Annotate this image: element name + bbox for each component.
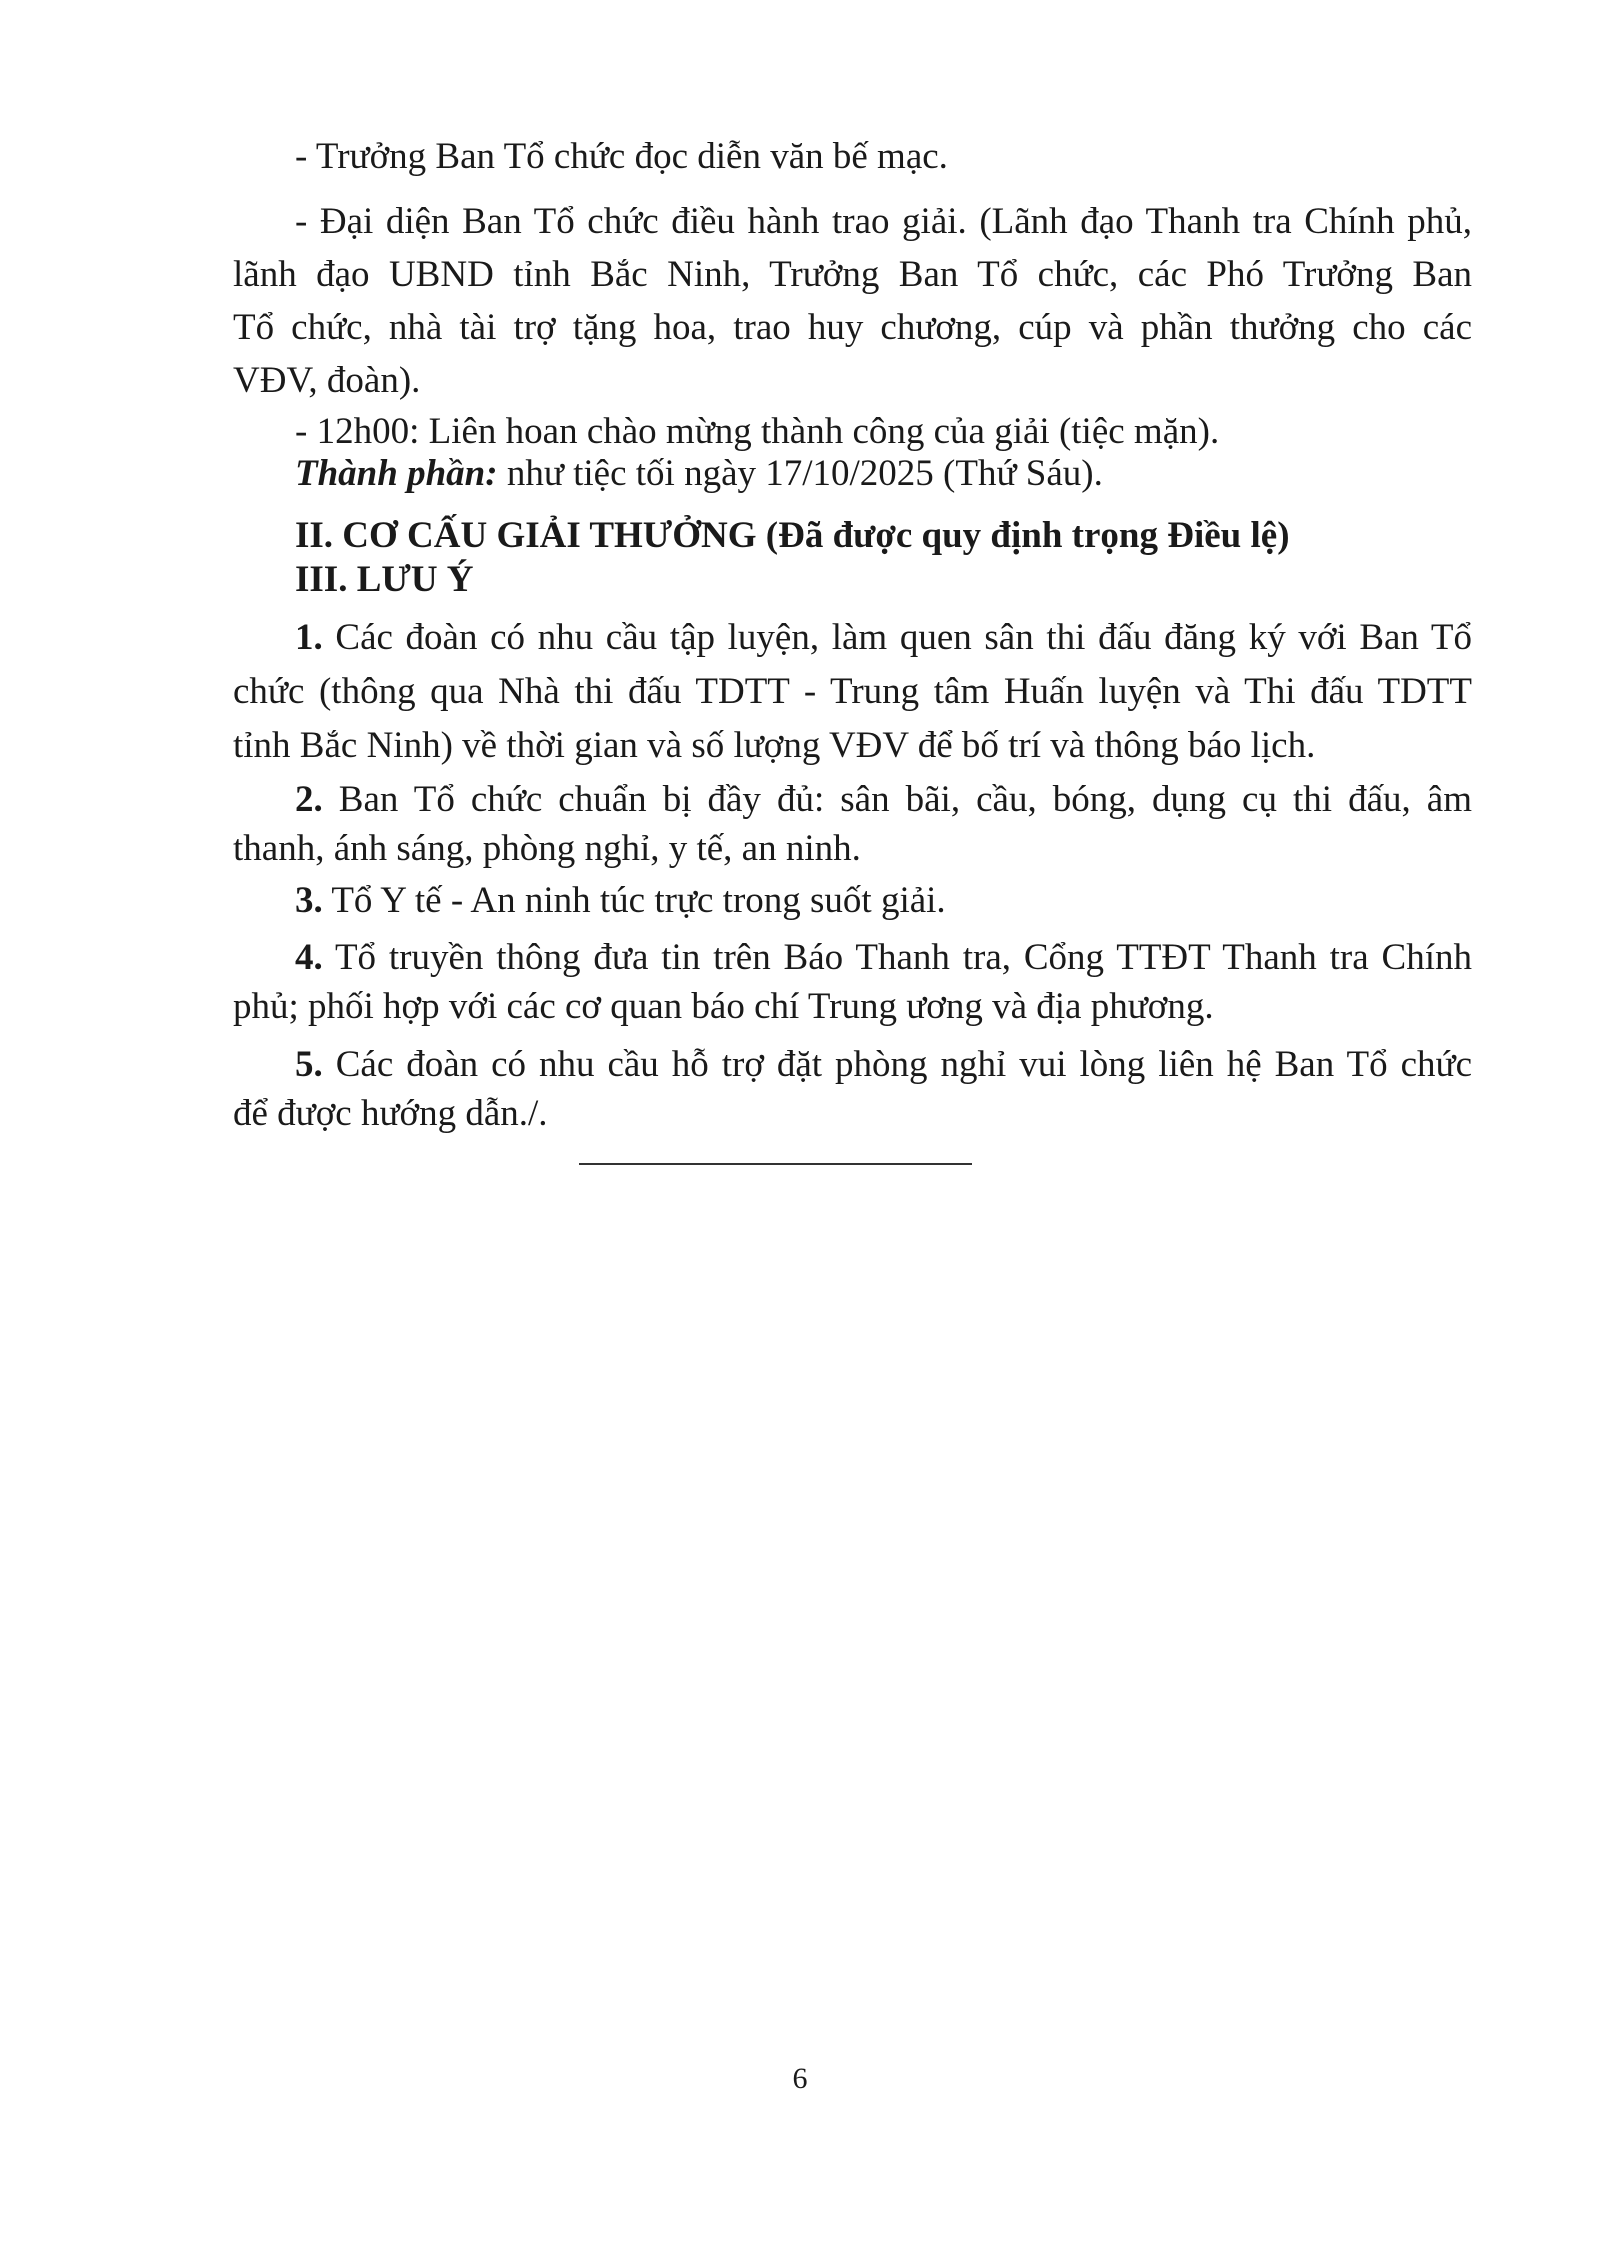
text-line [233, 775, 1472, 824]
award-paragraph [233, 195, 1472, 407]
text-line: Tổ chức, nhà tài trợ tặng hoa, trao huy chương, cúp và phần thưởng cho các [233, 307, 1472, 348]
text-line [233, 933, 1472, 982]
end-separator [579, 1163, 972, 1165]
note-item-3 [233, 874, 1472, 927]
note-item-4 [233, 933, 1472, 1031]
item-number: 3. [295, 880, 323, 921]
text-line: lãnh đạo UBND tỉnh Bắc Ninh, Trưởng Ban Tổ chức, các Phó Trưởng Ban [233, 254, 1472, 295]
item-text: Ban Tổ chức chuẩn bị đầy đủ: sân bãi, cầu, bóng, dụng cụ thi đấu, âm [322, 779, 1472, 820]
heading-text: II. CƠ CẤU GIẢI THƯỞNG [295, 515, 757, 556]
item-text: Các đoàn có nhu cầu hỗ trợ đặt phòng nghỉ vui lòng liên hệ Ban Tổ chức [322, 1044, 1472, 1085]
item-text: Tổ Y tế - An ninh túc trực trong suốt giải. [322, 880, 946, 921]
heading-text: III. LƯU Ý [295, 559, 474, 600]
heading-note: (Đã được quy định trọng Điều lệ) [756, 515, 1290, 556]
text-line: phủ; phối hợp với các cơ quan báo chí Trung ương và địa phương. [233, 986, 1214, 1027]
closing-speech [233, 130, 1472, 183]
text-line: - Trưởng Ban Tổ chức đọc diễn văn bế mạc. [295, 136, 948, 177]
page-number: 6 [792, 2062, 808, 2095]
item-number: 1. [295, 617, 323, 658]
text-line [233, 874, 1472, 927]
participants-line [233, 447, 1472, 500]
text-line [233, 611, 1472, 665]
note-item-5 [233, 1040, 1472, 1138]
participants-label: Thành phần: [295, 453, 498, 494]
text-line: tỉnh Bắc Ninh) về thời gian và số lượng VĐV để bố trí và thông báo lịch. [233, 725, 1316, 766]
participants-text: như tiệc tối ngày 17/10/2025 (Thứ Sáu). [497, 453, 1103, 494]
item-number: 4. [295, 937, 323, 978]
text-line: - 12h00: Liên hoan chào mừng thành công của giải (tiệc mặn). [295, 411, 1220, 452]
text-line [233, 1040, 1472, 1089]
text-line: thanh, ánh sáng, phòng nghỉ, y tế, an ninh. [233, 828, 861, 869]
item-number: 2. [295, 779, 323, 820]
item-number: 5. [295, 1044, 323, 1085]
section-3-heading [233, 553, 1472, 606]
text-line: VĐV, đoàn). [233, 360, 421, 401]
item-text: Các đoàn có nhu cầu tập luyện, làm quen sân thi đấu đăng ký với Ban Tổ [322, 617, 1472, 658]
note-item-2 [233, 775, 1472, 873]
text-line: - Đại diện Ban Tổ chức điều hành trao giải. (Lãnh đạo Thanh tra Chính phủ, [295, 201, 1472, 242]
item-text: Tổ truyền thông đưa tin trên Báo Thanh tra, Cổng TTĐT Thanh tra Chính [322, 937, 1472, 978]
text-line: chức (thông qua Nhà thi đấu TDTT - Trung tâm Huấn luyện và Thi đấu TDTT [233, 671, 1472, 712]
text-line: để được hướng dẫn./. [233, 1093, 548, 1134]
note-item-1 [233, 611, 1472, 773]
text-line [233, 447, 1472, 500]
